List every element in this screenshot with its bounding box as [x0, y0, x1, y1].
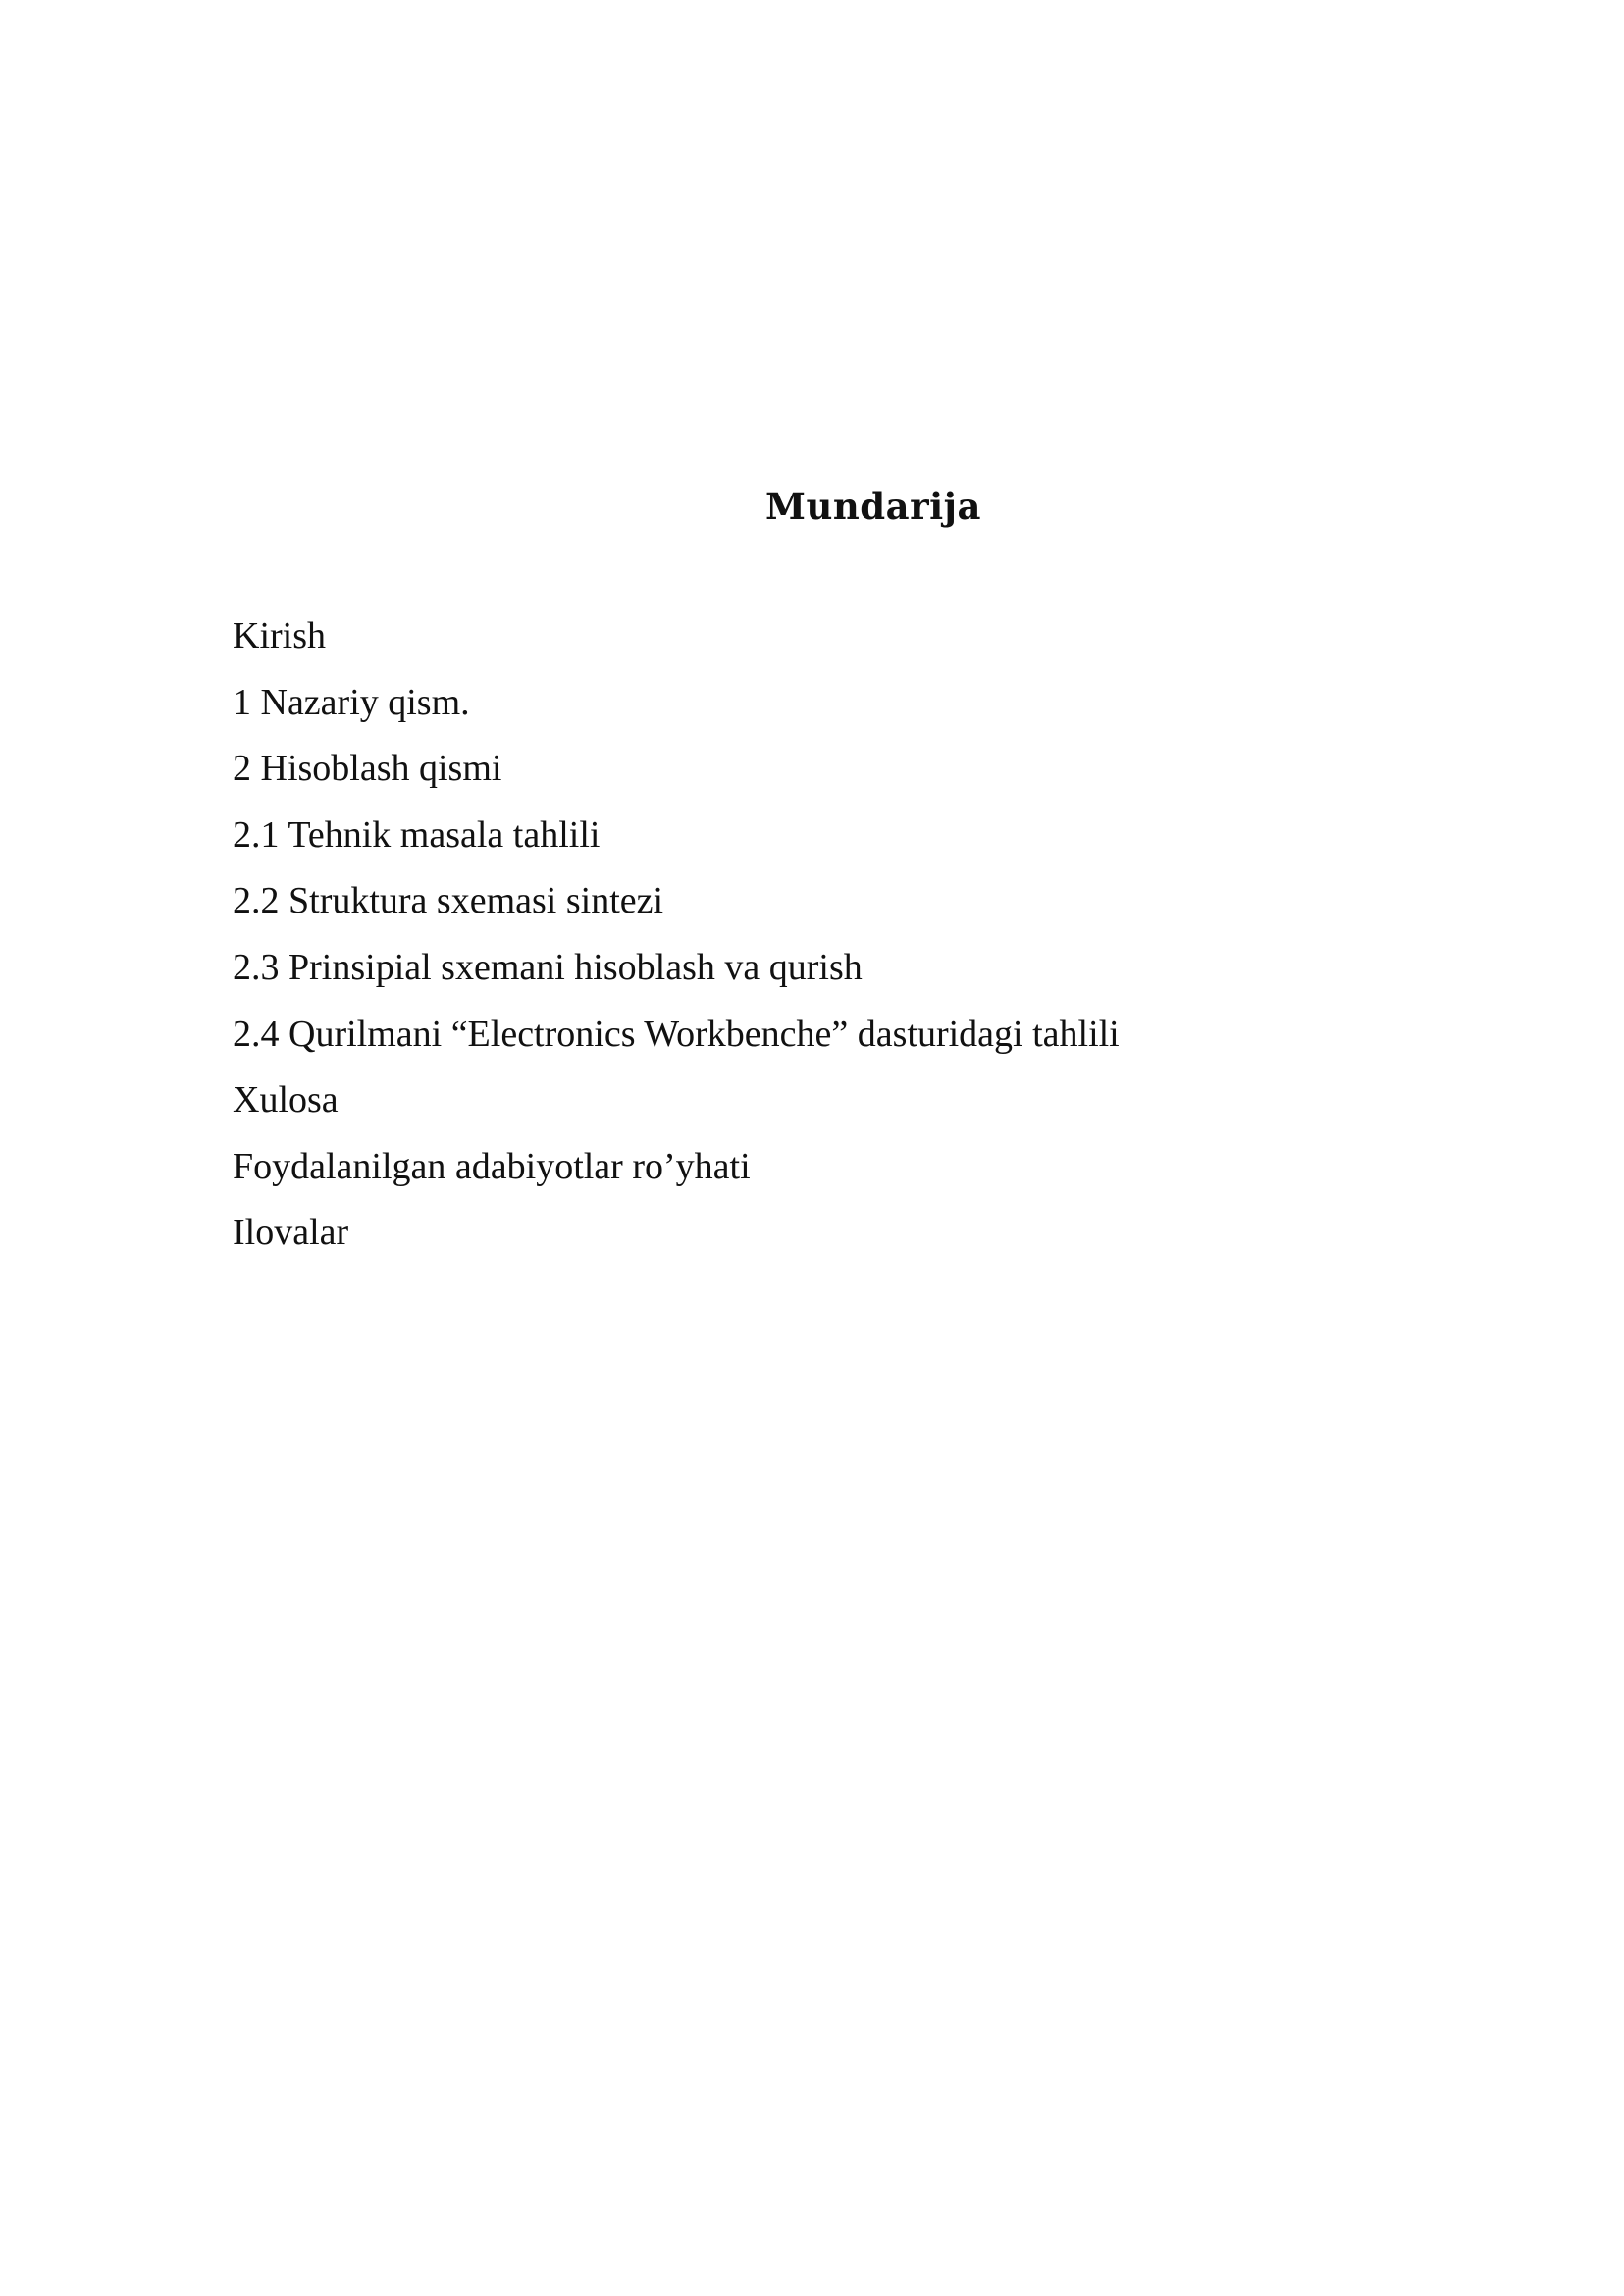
toc-item-2-4: 2.4 Qurilmani “Electronics Workbenche” dasturidagi tahlili: [233, 1013, 1120, 1055]
page-title: Mundarija: [764, 485, 981, 528]
toc-item-nazariy-qism: 1 Nazariy qism.: [233, 681, 470, 723]
toc-item-2-1: 2.1 Tehnik masala tahlili: [233, 813, 601, 856]
toc-item-2-2: 2.2 Struktura sxemasi sintezi: [233, 880, 664, 922]
toc-item-adabiyotlar: Foydalanilgan adabiyotlar ro’yhati: [233, 1145, 751, 1187]
toc-item-2-3: 2.3 Prinsipial sxemani hisoblash va qurish: [233, 946, 863, 988]
toc-item-hisoblash-qismi: 2 Hisoblash qismi: [233, 748, 502, 790]
table-of-contents: [233, 612, 1120, 1276]
toc-item-xulosa: Xulosa: [233, 1079, 339, 1122]
toc-item-kirish: Kirish: [233, 615, 326, 656]
toc-item-ilovalar: Ilovalar: [233, 1212, 349, 1254]
